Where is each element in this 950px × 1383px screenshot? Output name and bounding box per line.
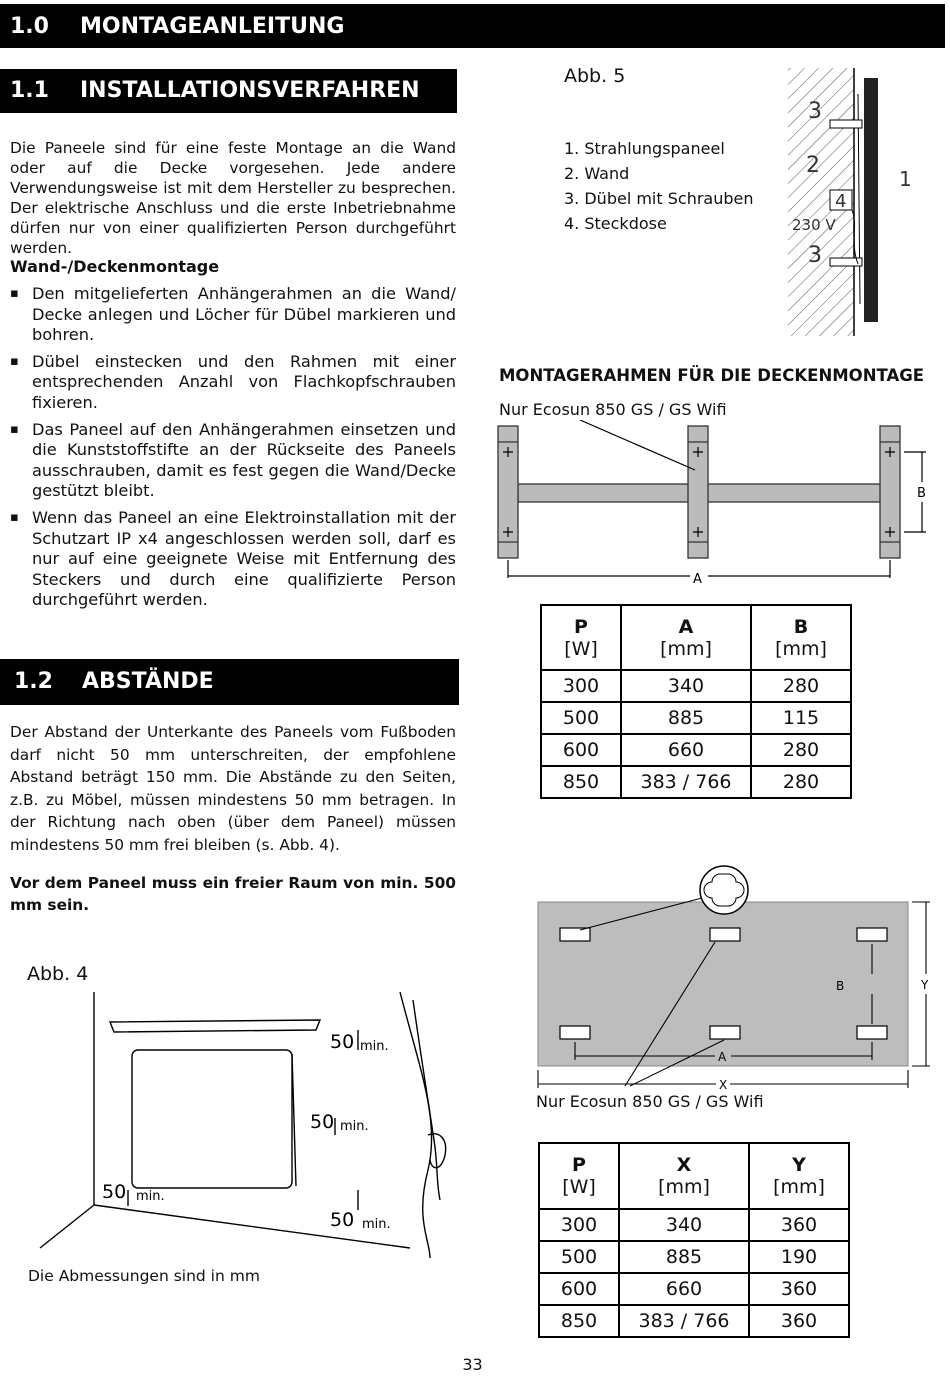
table-header xyxy=(539,1143,619,1209)
dim-side-unit: min. xyxy=(340,1119,369,1134)
intro-paragraph: Die Paneele sind für eine feste Montage an die Wand oder auf die Decke vorgesehen. Jede andere Verwendungsweise ist mit dem Hersteller zu besprechen. Der elektrische Anschluss und die erste Inbetriebnahme dürfen nur von einer qualifizierten Person durchgeführt werden. xyxy=(10,139,456,257)
table-cell: 600 xyxy=(539,1273,619,1305)
table-cell: 360 xyxy=(749,1305,849,1337)
table-cell: 300 xyxy=(541,670,621,702)
callout-voltage: 230 V xyxy=(792,216,836,234)
table-header xyxy=(621,605,751,670)
table-cell: 500 xyxy=(539,1241,619,1273)
wall-plate-diagram xyxy=(530,860,940,1100)
table-cell: 383 / 766 xyxy=(621,766,751,798)
list-item: ▪ Dübel einstecken und den Rahmen mit einer entsprechenden Anzahl von Flachkopfschrauben fixieren. xyxy=(10,352,456,414)
install-steps-list xyxy=(10,284,456,617)
header-symbol: B xyxy=(793,615,809,638)
section-number: 1.2 xyxy=(14,669,53,694)
ceiling-frame-caption: MONTAGERAHMEN FÜR DIE DECKENMONTAGE xyxy=(499,366,925,385)
header-symbol: A xyxy=(678,615,694,638)
table-row xyxy=(541,702,851,734)
legend-item: 3. Dübel mit Schrauben xyxy=(564,189,754,208)
header-symbol: P xyxy=(572,1154,586,1176)
table-cell: 300 xyxy=(539,1209,619,1241)
ceiling-frame-note: Nur Ecosun 850 GS / GS Wifi xyxy=(499,400,727,419)
table-header xyxy=(749,1143,849,1209)
table-cell: 280 xyxy=(751,766,851,798)
table-cell: 280 xyxy=(751,670,851,702)
header-unit: [mm] xyxy=(660,637,712,660)
section-header-1-0 xyxy=(0,4,945,48)
header-unit: [mm] xyxy=(658,1176,710,1198)
table-cell: 660 xyxy=(619,1273,749,1305)
header-symbol: X xyxy=(676,1154,692,1176)
header-symbol: Y xyxy=(792,1154,806,1176)
section-header-1-1 xyxy=(0,69,457,113)
section-number: 1.1 xyxy=(10,78,49,103)
legend-item: 4. Steckdose xyxy=(564,214,667,233)
legend-item: 1. Strahlungspaneel xyxy=(564,139,725,158)
table-row xyxy=(539,1209,849,1241)
dim-top-value: 50 xyxy=(330,1031,355,1053)
figure-5-label: Abb. 5 xyxy=(564,65,626,87)
section-header-1-2 xyxy=(0,659,459,705)
free-space-note: Vor dem Paneel muss ein freier Raum von min. 500 mm sein. xyxy=(10,874,456,914)
dim-left-value: 50 xyxy=(102,1181,127,1203)
subheading-wall-ceiling: Wand-/Deckenmontage xyxy=(10,257,220,276)
dim-side-value: 50 xyxy=(310,1111,335,1133)
table-cell: 660 xyxy=(621,734,751,766)
table-header xyxy=(541,605,621,670)
callout-dowel-top: 3 xyxy=(808,99,822,124)
dim-a-label: A xyxy=(718,1050,727,1064)
figure-5-legend xyxy=(564,136,754,236)
dim-bottom-value: 50 xyxy=(330,1209,355,1231)
distances-paragraph: Der Abstand der Unterkante des Paneels vom Fußboden darf nicht 50 mm unterschreiten, der empfohlene Abstand beträgt 150 mm. Die Abstände zu den Seiten, z.B. zu Möbel, müssen mindestens 50 mm betragen. In der Richtung nach oben (über dem Paneel) müssen mindestens 50 mm frei bleiben (s. Abb. 4). xyxy=(10,723,456,854)
callout-wall: 2 xyxy=(806,153,820,178)
table-cell: 500 xyxy=(541,702,621,734)
table-cell: 340 xyxy=(621,670,751,702)
header-unit: [W] xyxy=(564,637,598,660)
section-number: 1.0 xyxy=(10,14,49,39)
dim-b-label: B xyxy=(836,979,845,993)
table-cell: 885 xyxy=(619,1241,749,1273)
table-header xyxy=(619,1143,749,1209)
callout-dowel-bottom: 3 xyxy=(808,243,822,268)
table-cell: 115 xyxy=(751,702,851,734)
frame-dimensions-table xyxy=(540,604,852,799)
section-title: INSTALLATIONSVERFAHREN xyxy=(80,78,420,103)
figure-4-label: Abb. 4 xyxy=(27,963,89,985)
dim-y-label: Y xyxy=(921,978,929,992)
section-title: ABSTÄNDE xyxy=(82,669,214,694)
callout-panel: 1 xyxy=(899,167,912,191)
table-cell: 190 xyxy=(749,1241,849,1273)
table-row xyxy=(539,1273,849,1305)
figure-4-caption: Die Abmessungen sind in mm xyxy=(28,1267,260,1285)
ceiling-frame-diagram xyxy=(490,420,940,590)
table-row xyxy=(541,766,851,798)
table-cell: 850 xyxy=(539,1305,619,1337)
list-item: ▪ Das Paneel auf den Anhängerahmen einsetzen und die Kunststoffstifte an der Rückseite des Paneels ausschrauben, damit es fest gegen die Wand/Decke gestützt bleibt. xyxy=(10,420,456,502)
table-cell: 360 xyxy=(749,1273,849,1305)
table-cell: 340 xyxy=(619,1209,749,1241)
table-cell: 360 xyxy=(749,1209,849,1241)
header-unit: [W] xyxy=(562,1176,596,1198)
header-unit: [mm] xyxy=(775,637,827,660)
dim-top-unit: min. xyxy=(360,1039,389,1054)
table-cell: 850 xyxy=(541,766,621,798)
figure-5-wall-mount-diagram xyxy=(780,64,930,340)
table-row xyxy=(539,1305,849,1337)
legend-item: 2. Wand xyxy=(564,164,630,183)
list-item: ▪ Wenn das Paneel an eine Elektroinstallation mit der Schutzart IP x4 angeschlossen werden soll, darf es nur auf eine geeignete Weise mit Entfernung des Steckers und durch eine qualifizierte Person durchgeführt werden. xyxy=(10,508,456,611)
page-number: 33 xyxy=(462,1355,483,1374)
table-row xyxy=(541,670,851,702)
section-title: MONTAGEANLEITUNG xyxy=(80,14,345,39)
header-unit: [mm] xyxy=(773,1176,825,1198)
figure-4-clearance-diagram xyxy=(20,990,460,1260)
table-cell: 600 xyxy=(541,734,621,766)
plate-dimensions-table xyxy=(538,1142,850,1338)
table-row xyxy=(541,734,851,766)
table-header xyxy=(751,605,851,670)
list-item: ▪ Den mitgelieferten Anhängerahmen an die Wand/ Decke anlegen und Löcher für Dübel markieren und bohren. xyxy=(10,284,456,346)
table-cell: 885 xyxy=(621,702,751,734)
dim-b-label: B xyxy=(917,486,926,501)
table-cell: 383 / 766 xyxy=(619,1305,749,1337)
wall-plate-note: Nur Ecosun 850 GS / GS Wifi xyxy=(536,1092,764,1111)
table-cell: 280 xyxy=(751,734,851,766)
dim-x-label: X xyxy=(719,1078,728,1092)
table-row xyxy=(539,1241,849,1273)
callout-socket: 4 xyxy=(835,191,847,212)
header-symbol: P xyxy=(574,615,588,638)
dim-a-label: A xyxy=(693,572,702,587)
dim-left-unit: min. xyxy=(136,1189,165,1204)
dim-bottom-unit: min. xyxy=(362,1217,391,1232)
